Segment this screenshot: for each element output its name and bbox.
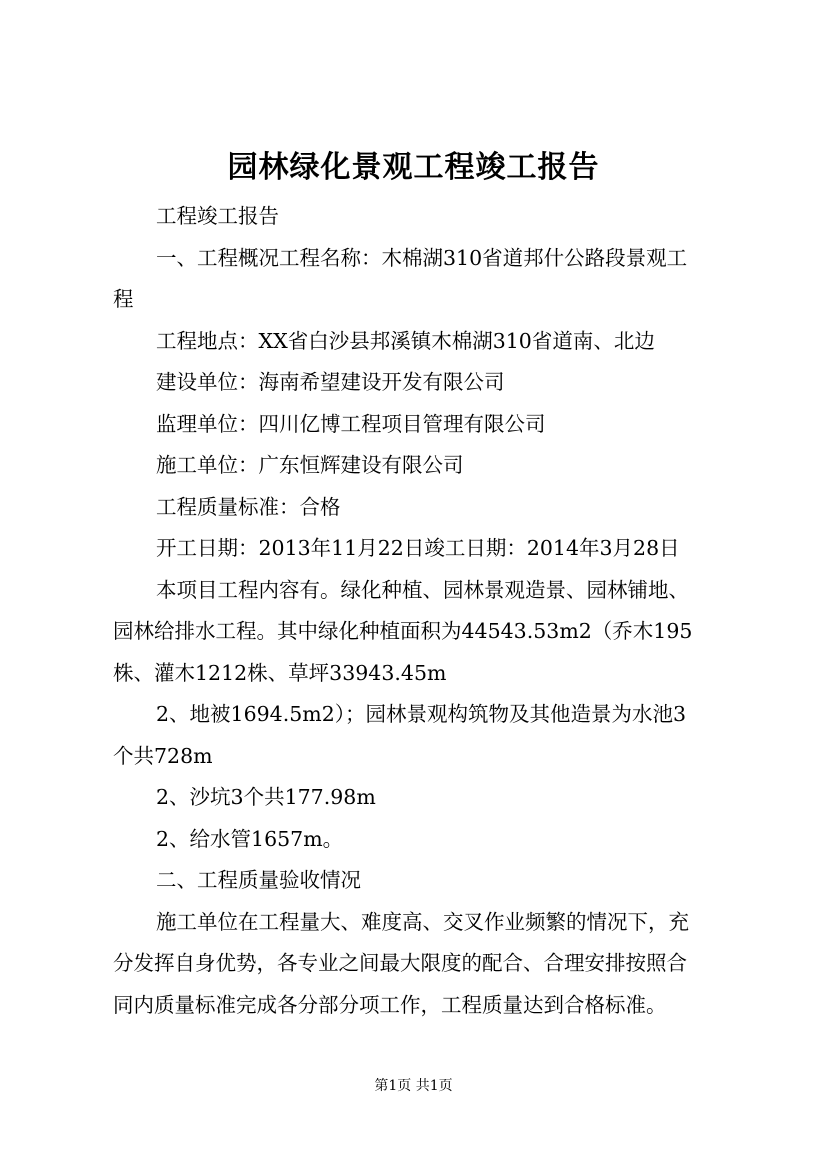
paragraph-line: 工程质量标准：合格 xyxy=(156,494,341,519)
paragraph-line: 个共728m xyxy=(113,743,213,768)
paragraph-line: 工程竣工报告 xyxy=(156,204,279,228)
paragraph-line: 分发挥自身优势，各专业之间最大限度的配合、合理安排按照合 xyxy=(113,951,687,975)
paragraph-line: 施工单位：广东恒辉建设有限公司 xyxy=(156,453,464,477)
paragraph-line: 园林给排水工程。其中绿化种植面积为44543.53m2（乔木195 xyxy=(113,619,693,643)
paragraph-line: 本项目工程内容有。绿化种植、园林景观造景、园林铺地、 xyxy=(156,577,689,602)
paragraph-line: 2、沙坑3个共177.98m xyxy=(156,785,376,809)
paragraph-line: 一、工程概况工程名称：木棉湖310省道邦什公路段景观工 xyxy=(156,245,688,270)
paragraph-line: 建设单位：海南希望建设开发有限公司 xyxy=(156,370,505,394)
section-heading: 二、工程质量验收情况 xyxy=(156,868,361,892)
page-footer: 第1页 共1页 xyxy=(374,1078,453,1094)
paragraph-line: 工程地点：XX省白沙县邦溪镇木棉湖310省道南、北边 xyxy=(156,328,655,353)
paragraph-line: 监理单位：四川亿博工程项目管理有限公司 xyxy=(156,411,546,436)
paragraph-line: 开工日期：2013年11月22日竣工日期：2014年3月28日 xyxy=(156,536,680,560)
paragraph-line: 2、给水管1657m。 xyxy=(156,826,344,851)
document-body xyxy=(113,196,743,1026)
paragraph-line: 施工单位在工程量大、难度高、交叉作业频繁的情况下，充 xyxy=(156,909,689,934)
paragraph-line: 程 xyxy=(113,287,134,311)
paragraph-line: 株、灌木1212株、草坪33943.45m xyxy=(113,660,447,685)
paragraph-line: 2、地被1694.5m2）；园林景观构筑物及其他造景为水池3 xyxy=(156,702,687,726)
paragraph-line: 同内质量标准完成各分部分项工作，工程质量达到合格标准。 xyxy=(113,992,667,1017)
document-title: 园林绿化景观工程竣工报告 xyxy=(227,150,600,185)
